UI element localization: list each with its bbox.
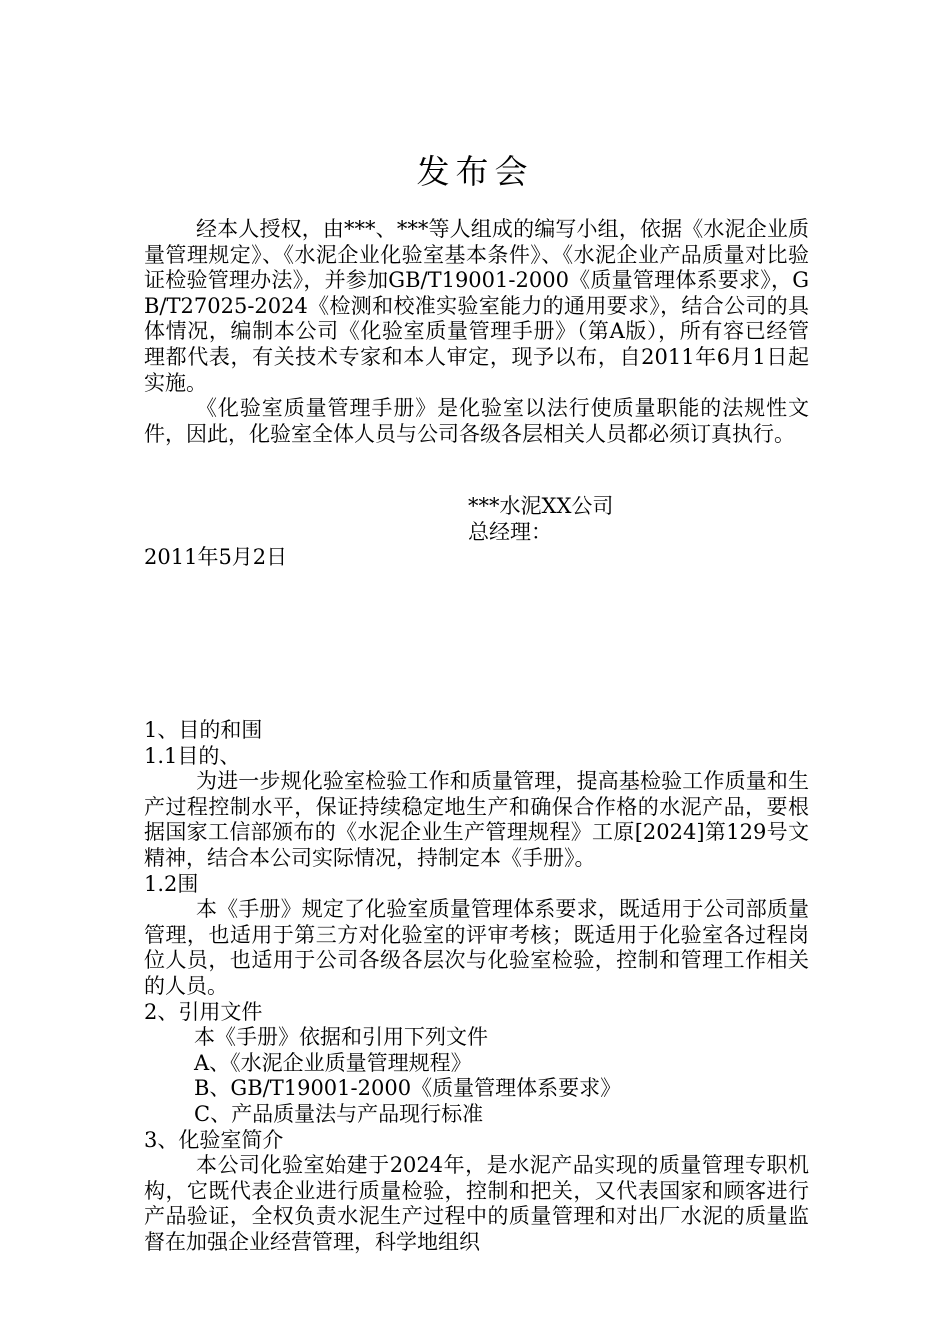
section-2-heading: 2、引用文件: [144, 999, 263, 1024]
release-statement: [144, 217, 809, 447]
page-title: 发布会: [416, 152, 534, 191]
reference-item: A、《水泥企业质量管理规程》: [194, 1050, 472, 1075]
release-paragraph-1: 经本人授权，由***、***等人组成的编写小组，依据《水泥企业质量管理规定》、《水泥企业化验室基本条件》、《水泥企业产品质量对比验证检验管理办法》，并参加GB/T19001-2000《质量管理体系要求》，GB/T27025-2024《检测和校准实验室能力的通用要求》，结合公司的具体情况，编制本公司《化验室质量管理手册》（第A版），所有容已经管理都代表，有关技术专家和本人审定，现予以布，自2011年6月1日起实施。: [144, 217, 809, 395]
manual-body: [144, 718, 809, 1255]
section-1-heading: 1、目的和围: [144, 718, 263, 742]
release-paragraph-2: 《化验室质量管理手册》是化验室以法行使质量职能的法规性文件，因此，化验室全体人员与公司各级各层相关人员都必须订真执行。: [144, 396, 809, 446]
manager-signature: 总经理：: [468, 520, 552, 544]
section-1-1-heading: 1.1目的、: [144, 743, 241, 768]
section-1-1-text: 为进一步规化验室检验工作和质量管理，提高基检验工作质量和生产过程控制水平，保证持续稳定地生产和确保合作格的水泥产品，要根据国家工信部颁布的《水泥企业生产管理规程》工原[2024]第129号文精神，结合本公司实际情况，持制定本《手册》。: [144, 769, 809, 870]
section-2-intro: 本《手册》依据和引用下列文件: [194, 1025, 488, 1050]
section-3-heading: 3、化验室简介: [144, 1127, 284, 1152]
reference-item: B、GB/T19001-2000《质量管理体系要求》: [194, 1076, 622, 1101]
company-signature: ***水泥XX公司: [468, 494, 614, 518]
release-date: 2011年5月2日: [144, 545, 288, 569]
section-1-2-text: 本《手册》规定了化验室质量管理体系要求，既适用于公司部质量管理，也适用于第三方对化验室的评审考核；既适用于化验室各过程岗位人员，也适用于公司各级各层次与化验室检验，控制和管理工作相关的人员。: [144, 897, 809, 998]
reference-item: C、产品质量法与产品现行标准: [194, 1101, 484, 1126]
section-1-2-heading: 1.2围: [144, 871, 199, 896]
section-3-text: 本公司化验室始建于2024年，是水泥产品实现的质量管理专职机构，它既代表企业进行质量检验，控制和把关，又代表国家和顾客进行产品验证，全权负责水泥生产过程中的质量管理和对出厂水泥的质量监督在加强企业经营管理，科学地组织: [144, 1153, 809, 1254]
